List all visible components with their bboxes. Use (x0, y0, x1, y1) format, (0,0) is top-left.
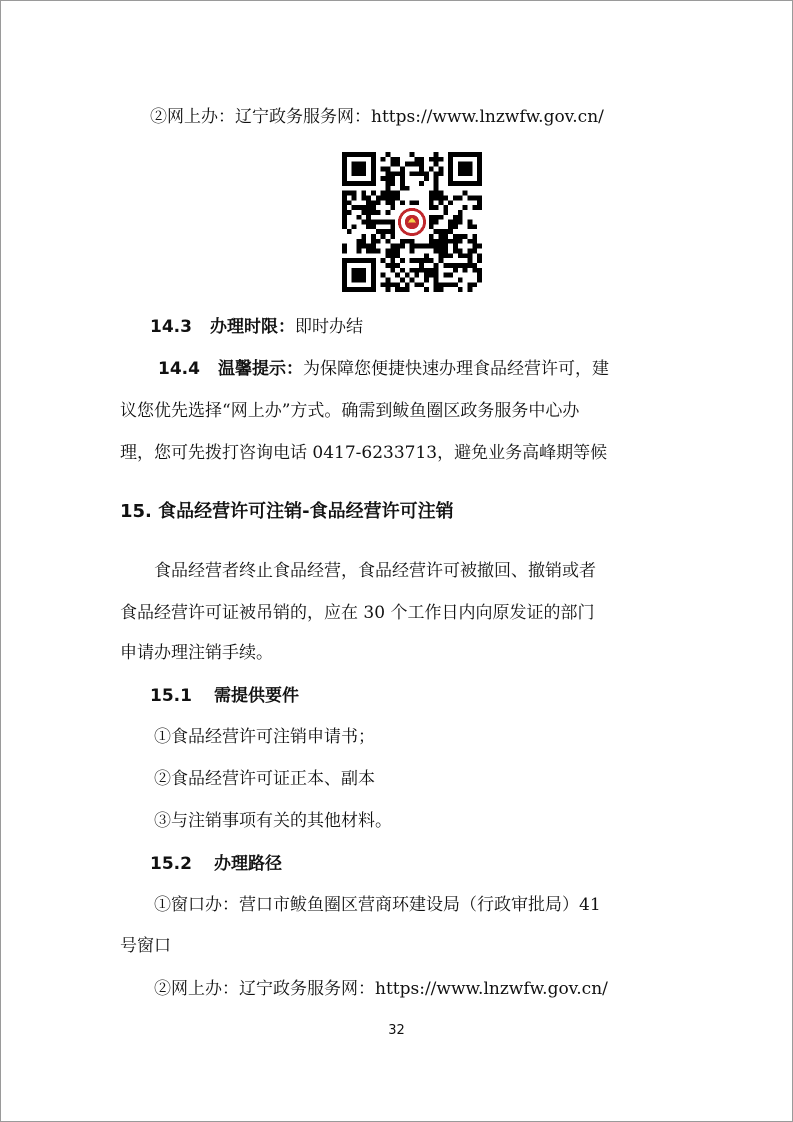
section-text: 为保障您便捷快速办理食品经营许可，建 (302, 359, 609, 379)
section-number: 15.1 (150, 686, 192, 706)
qr-center-emblem-icon (398, 208, 427, 237)
window-line-2: 号窗口 (120, 936, 171, 956)
window-line-1: ①窗口办：营口市鲅鱼圈区营商环建设局（行政审批局）41 (154, 895, 601, 915)
section-text: 即时办结 (294, 317, 363, 337)
section-number: 15.2 (150, 854, 192, 874)
section-15-1 (150, 685, 299, 707)
list-item: ①食品经营许可注销申请书； (154, 727, 375, 747)
section-number: 14.4 (158, 359, 200, 379)
paragraph-line-1: 食品经营者终止食品经营，食品经营许可被撤回、撤销或者 (154, 561, 596, 581)
section-15-2 (150, 853, 282, 875)
online-link-line-1: ②网上办：辽宁政务服务网：https://www.lnzwfw.gov.cn/ (150, 107, 604, 127)
section-14-4 (158, 358, 609, 380)
section-label: 需提供要件 (213, 686, 299, 706)
section-label: 办理时限： (209, 317, 295, 337)
page-number: 32 (388, 1023, 405, 1038)
heading-15: 15. 食品经营许可注销-食品经营许可注销 (120, 501, 454, 522)
section-label: 办理路径 (213, 854, 282, 874)
list-item: ③与注销事项有关的其他材料。 (154, 811, 392, 831)
section-number: 14.3 (150, 317, 192, 337)
paragraph-line-3: 申请办理注销手续。 (120, 643, 273, 663)
section-14-3 (150, 316, 363, 338)
tip-line-2: 议您优先选择“网上办”方式。确需到鲅鱼圈区政务服务中心办 (120, 401, 580, 421)
online-link-line-2: ②网上办：辽宁政务服务网：https://www.lnzwfw.gov.cn/ (154, 979, 608, 999)
paragraph-line-2: 食品经营许可证被吊销的，应在 30 个工作日内向原发证的部门 (120, 603, 595, 623)
tip-line-3: 理，您可先拨打咨询电话 0417-6233713，避免业务高峰期等候 (120, 443, 608, 463)
list-item: ②食品经营许可证正本、副本 (154, 769, 375, 789)
qr-code-image (342, 152, 482, 292)
section-label: 温馨提示： (217, 359, 303, 379)
